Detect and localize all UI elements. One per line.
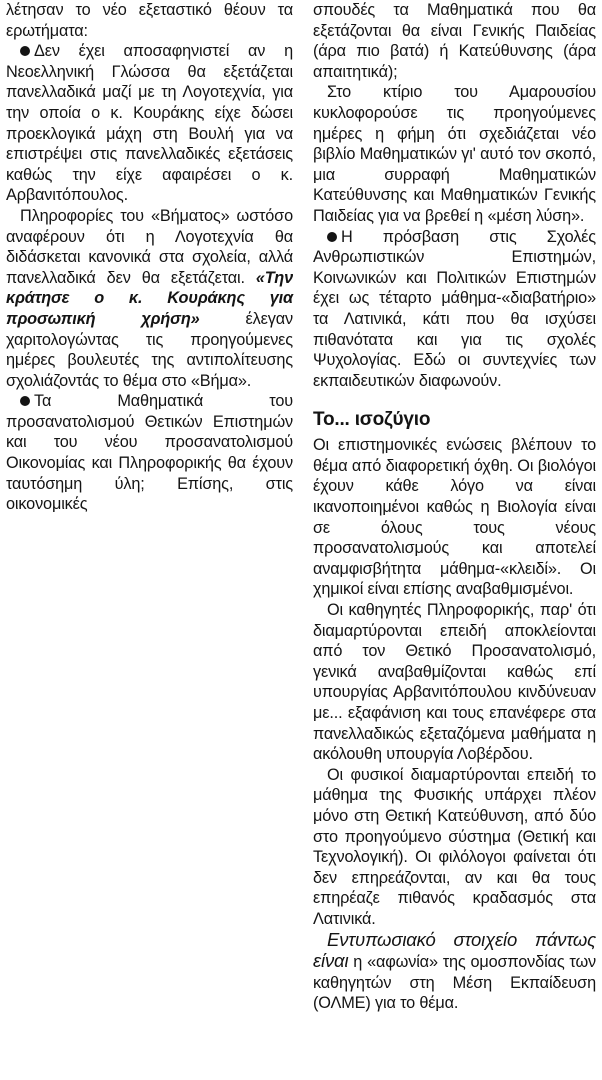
right-column [313, 0, 596, 1014]
bullet-paragraph [6, 41, 293, 206]
paragraph: Στο κτίριο του Αμαρουσίου κυκλοφορούσε τις προηγούμενες ημέρες η φήμη ότι σχεδιάζεται νέο βιβλίο Μαθηματικών γι' αυτό τον σκοπό, μια συρραφή Μαθηματικών Κατεύθυνσης και Μαθηματικών Γενικής Παιδείας για να βρεθεί η «μέση λύση». [313, 83, 596, 225]
paragraph: λέτησαν το νέο εξεταστικό θέουν τα ερωτήματα: [6, 1, 293, 40]
paragraph-text: Τα Μαθηματικά του προσανατολισμού Θετικών Επιστημών και του νέου προσανατολισμού Οικονομίας και Πληροφορικής θα έχουν ταυτόσημη ύλη; Επίσης, στις οικονομικές [6, 392, 293, 514]
paragraph: σπουδές τα Μαθηματικά που θα εξετάζονται θα είναι Γενικής Παιδείας (άρα πιο βατά) ή Κατεύθυνσης (άρα απαιτητικά); [313, 1, 596, 81]
bullet-icon [327, 232, 337, 242]
bullet-paragraph [313, 227, 596, 392]
paragraph: Οι φυσικοί διαμαρτύρονται επειδή το μάθημα της Φυσικής υπάρχει πλέον μόνο στη Θετική Κατεύθυνση, από δύο στο προηγούμενο σύστημα (Θετική και Τεχνολογική). Οι φιλόλογοι φαίνεται ότι δεν επηρεάζονται, αν και θα τους επηρέαζε πιθανός κραδασμός στα Λατινικά. [313, 765, 596, 928]
paragraph [313, 930, 596, 1014]
paragraph: Οι καθηγητές Πληροφορικής, παρ' ότι διαμαρτύρονται επειδή αποκλείονται από τον Θετικό Προσανατολισμό, γενικά αναβαθμίζονται καθώς επί υπουργίας Αρβανιτόπουλου κινδύνευαν με... εξαφάνιση και τους επανέφερε στα πανελλαδικώς εξεταζόμενα μαθήματα η ακόλουθη υπουργία Λοβέρδου. [313, 601, 596, 764]
bullet-icon [20, 396, 30, 406]
paragraph-text: Η πρόσβαση στις Σχολές Ανθρωπιστικών Επιστημών, Κοινωνικών και Πολιτικών Επιστημών έχει ως τέταρτο μάθημα-«διαβατήριο» τα Λατινικά, κάτι που θα ισχύσει πιθανότατα και για τις σχολές Ψυχολογίας. Εδώ οι συντεχνίες των εκπαιδευτικών διαφωνούν. [313, 227, 596, 390]
paragraph-text: Πληροφορίες του «Βήματος» ωστόσο αναφέρουν ότι η Λογοτεχνία θα διδάσκεται κανονικά στα σχολεία, αλλά πανελλαδικά δεν θα εξετάζεται. [6, 206, 293, 287]
left-column [6, 0, 293, 515]
paragraph-text: η «αφωνία» της ομοσπονδίας των καθηγητών στη Μέση Εκπαίδευση (ΟΛΜΕ) για το θέμα. [313, 953, 596, 1013]
paragraph [6, 206, 293, 391]
italic-lead-in: Εντυπωσιακό στοιχείο πάντως είναι [313, 928, 596, 972]
bullet-paragraph [6, 391, 293, 515]
paragraph-text: Δεν έχει αποσαφηνιστεί αν η Νεοελληνική Γλώσσα θα εξετάζεται πανελλαδικά μαζί με τη Λογοτεχνία, για την οποία ο κ. Κουράκης είχε δώσει προεκλογικά μάχη στη Βουλή για να επιστρέψει στις πανελλαδικές εξετάσεις καθώς την είχε αφαιρέσει ο κ. Αρβανιτόπουλος. [6, 42, 293, 205]
bullet-icon [20, 46, 30, 56]
section-heading: Το... ισοζύγιο [313, 409, 431, 431]
paragraph-text: έλεγαν χαριτολογώντας τις προηγούμενες ημέρες βουλευτές της αντιπολίτευσης σχολιάζοντάς το θέμα στο «Βήμα». [6, 309, 293, 390]
paragraph: Οι επιστημονικές ενώσεις βλέπουν το θέμα από διαφορετική όχθη. Οι βιολόγοι έχουν κάθε λόγο να είναι ικανοποιημένοι καθώς η Βιολογία είναι σε όλους τους νέους προσανατολισμούς και αποτελεί αναμφισβήτητα μάθημα-«κλειδί». Οι χημικοί είναι επίσης αναβαθμισμένοι. [313, 436, 596, 599]
emphasized-quote: «Την κράτησε ο κ. Κουράκης για προσωπική χρήση» [6, 268, 294, 328]
